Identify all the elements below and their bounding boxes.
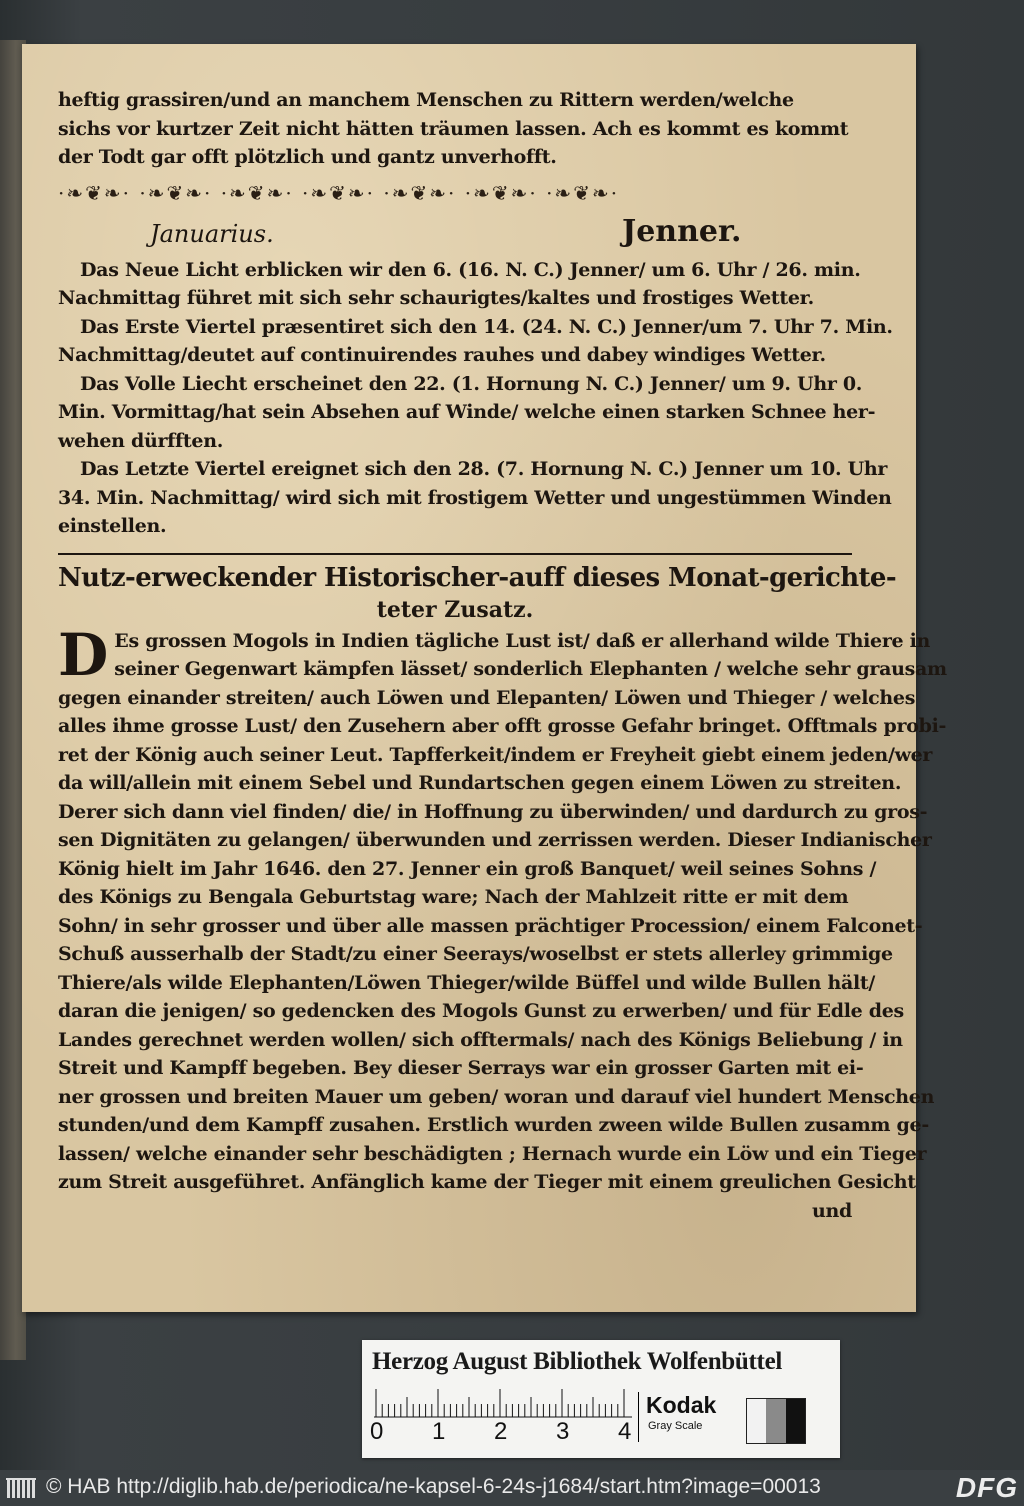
phase-line: einstellen. <box>58 515 167 537</box>
body-line: Derer sich dann viel finden/ die/ in Hoffnung zu überwinden/ und dardurch zu gros- <box>58 800 928 823</box>
intro-line: der Todt gar offt plötzlich und gantz unverhofft. <box>58 146 557 168</box>
body-line: ner grossen und breiten Mauer um geben/ woran und darauf viel hundert Menschen <box>58 1085 935 1108</box>
ruler-number: 0 <box>370 1418 384 1445</box>
kodak-logo: Kodak <box>646 1392 717 1418</box>
ruler-numbers <box>366 1418 646 1448</box>
story-paragraph <box>58 620 947 1226</box>
ornament-divider: ·❧❦❧· ·❧❦❧· ·❧❦❧· ·❧❦❧· ·❧❦❧· ·❧❦❧· ·❧❦❧· <box>58 180 620 205</box>
catchword: und <box>811 1199 852 1222</box>
gray-swatch <box>766 1399 785 1443</box>
ruler-number: 3 <box>556 1418 570 1445</box>
moon-phase-last-quarter <box>58 455 892 541</box>
body-line: Thiere/als wilde Elephanten/Löwen Thieger/wilde Büffel und wilde Bullen hält/ <box>58 971 876 994</box>
color-target-card <box>362 1340 840 1458</box>
phase-line: Das Neue Licht erblicken wir den 6. (16. N. C.) Jenner/ um 6. Uhr / 26. min. <box>80 258 861 281</box>
source-url[interactable]: © HAB http://diglib.hab.de/periodica/ne-kapsel-6-24s-j1684/start.htm?image=00013 <box>46 1475 821 1498</box>
month-header <box>58 212 852 256</box>
card-divider <box>638 1392 639 1442</box>
body-line: gegen einander streiten/ auch Löwen und Elepanten/ Löwen und Thieger / welches <box>58 686 916 709</box>
body-line: seiner Gegenwart kämpfen lässet/ sonderlich Elephanten / welche sehr grausam <box>114 658 947 680</box>
dfg-logo: DFG <box>955 1472 1018 1503</box>
body-line: daran die jenigen/ so gedencken des Mogols Gunst zu erwerben/ und für Edle des <box>58 1000 904 1022</box>
body-line: da will/allein mit einem Sebel und Rundartschen gegen einem Löwen zu streiten. <box>58 772 902 794</box>
body-line: König hielt im Jahr 1646. den 27. Jenner ein groß Banquet/ weil seines Sohns / <box>58 857 877 880</box>
body-line: stunden/und dem Kampff zusahen. Erstlich wurden zween wilde Bullen zusamm ge- <box>58 1114 929 1136</box>
body-line: Landes gerechnet werden wollen/ sich offtermals/ nach des Königs Beliebung / in <box>58 1028 903 1051</box>
section-rule <box>58 553 852 555</box>
body-line: Sohn/ in sehr grosser und über alle massen prächtiger Procession/ einem Falconet- <box>58 914 923 937</box>
phase-line: Nachmittag/deutet auf continuirendes rauhes und dabey windiges Wetter. <box>58 344 826 366</box>
measuring-ruler <box>374 1388 632 1418</box>
phase-line: Min. Vormittag/hat sein Absehen auf Winde/ welche einen starken Schnee her- <box>58 401 876 423</box>
footer-bar <box>0 1470 1024 1506</box>
body-line: des Königs zu Bengala Geburtstag ware; Nach der Mahlzeit ritte er mit dem <box>58 886 849 908</box>
moon-phase-full <box>58 370 876 456</box>
gray-swatch <box>747 1399 766 1443</box>
phase-line: Das Volle Liecht erscheinet den 22. (1. Hornung N. C.) Jenner/ um 9. Uhr 0. <box>80 372 863 395</box>
body-line: lassen/ welche einander sehr beschädigten ; Hernach wurde ein Löw und ein Tieger <box>58 1142 927 1165</box>
ruler-number: 1 <box>432 1418 446 1445</box>
hab-logo-icon <box>6 1478 40 1500</box>
body-line: sen Dignitäten zu gelangen/ überwunden und zerrissen werden. Dieser Indianischer <box>58 829 932 851</box>
body-line: zum Streit ausgeführet. Anfänglich kame der Tieger mit einem greulichen Gesicht <box>58 1171 916 1193</box>
phase-line: wehen dürfften. <box>58 429 224 452</box>
intro-line: heftig grassiren/und an manchem Menschen zu Rittern werden/welche <box>58 89 794 111</box>
month-german: Jenner. <box>622 213 742 249</box>
section-heading: Nutz-erweckender Historischer-auff dieses Monat-gerichte- <box>58 562 897 593</box>
body-line: alles ihme grosse Lust/ den Zusehern aber offt grosse Gefahr bringet. Offtmals probi- <box>58 715 947 737</box>
moon-phase-new <box>58 256 861 313</box>
ruler-number: 4 <box>618 1418 632 1445</box>
section-subheading: teter Zusatz. <box>376 596 534 623</box>
phase-line: Nachmittag führet mit sich sehr schaurigtes/kaltes und frostiges Wetter. <box>58 287 814 309</box>
drop-capital: D <box>58 620 109 689</box>
grayscale-label: Gray Scale <box>648 1420 703 1432</box>
phase-line: Das Erste Viertel præsentiret sich den 14. (24. N. C.) Jenner/um 7. Uhr 7. Min. <box>80 315 893 338</box>
phase-line: 34. Min. Nachmittag/ wird sich mit frostigem Wetter und ungestümmen Winden <box>58 486 892 509</box>
body-line: ret der König auch seiner Leut. Tapfferkeit/indem er Freyheit giebt einem jeden/wer <box>58 743 933 766</box>
ruler-number: 2 <box>494 1418 508 1445</box>
body-line: Streit und Kampff begeben. Bey dieser Serrays war ein grosser Garten mit ei- <box>58 1057 864 1079</box>
library-name: Herzog August Bibliothek Wolfenbüttel <box>372 1348 783 1375</box>
body-line: Es grossen Mogols in Indien tägliche Lust ist/ daß er allerhand wilde Thiere in <box>114 629 931 652</box>
body-line: Schuß ausserhalb der Stadt/zu einer Seerays/woselbst er stets allerley grimmige <box>58 943 893 965</box>
gray-swatches <box>746 1398 806 1444</box>
phase-line: Das Letzte Viertel ereignet sich den 28. (7. Hornung N. C.) Jenner um 10. Uhr <box>80 458 888 480</box>
month-latin: Januarius. <box>150 219 274 248</box>
document-page <box>22 44 947 1312</box>
intro-line: sichs vor kurtzer Zeit nicht hätten träumen lassen. Ach es kommt es kommt <box>58 117 849 140</box>
gray-swatch <box>786 1399 805 1443</box>
moon-phase-first-quarter <box>58 313 893 370</box>
